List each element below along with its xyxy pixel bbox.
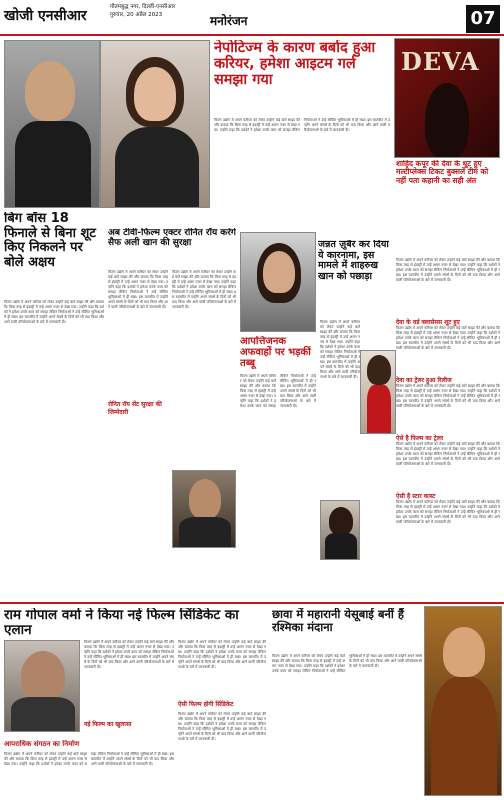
rashmika-headline: छावा में महारानी येसूबाई बनीं हैं रश्मिका मंदाना <box>272 608 404 634</box>
tabu-photo <box>240 232 316 332</box>
rgv-body-4: फिल्म उद्योग में अपने करियर को लेकर उन्होंने कई बातें साझा कीं और बताया कि किस तरह से इंडस्ट्री में उन्हें अलग नजर से देखा गया। उन्होंने कहा कि दर्शकों ने हमेशा उनके काम को सराहा लेकिन निर्माताओं ने उन्हें सीमित भूमिकाओं में ही रखा। इस बातचीत में उन्होंने अपने संघर्ष के दिनों को भी याद किया और आने वाली परियोजनाओं के बारे में जानकारी दी। <box>178 712 266 741</box>
deva-subhead-4: ऐसी है स्टार कास्ट <box>396 493 436 500</box>
bigboss-body: फिल्म उद्योग में अपने करियर को लेकर उन्होंने कई बातें साझा कीं और बताया कि किस तरह से इंडस्ट्री में उन्हें अलग नजर से देखा गया। उन्होंने कहा कि दर्शकों ने हमेशा उनके काम को सराहा लेकिन निर्माताओं ने उन्हें सीमित भूमिकाओं में ही रखा। इस बातचीत में उन्होंने अपने संघर्ष के दिनों को भी याद किया और आने वाली परियोजनाओं के बारे में जानकारी दी। <box>4 300 104 324</box>
actress-photo <box>100 40 210 208</box>
deva-poster-title: DEVA <box>401 47 480 76</box>
ronit-body-2: फिल्म उद्योग में अपने करियर को लेकर उन्होंने कई बातें साझा कीं और बताया कि किस तरह से इंडस्ट्री में उन्हें अलग नजर से देखा गया। उन्होंने कहा कि दर्शकों ने हमेशा उनके काम को सराहा लेकिन निर्माताओं ने उन्हें सीमित भूमिकाओं में ही रखा। इस बातचीत में उन्होंने अपने संघर्ष के दिनों को भी याद किया और आने वाली परियोजनाओं के बारे में जानकारी दी। <box>172 270 236 309</box>
rgv-subhead-2: ऐसी फिल्म होगी सिंडिकेट <box>178 701 234 708</box>
edition-line-2: गुरुवार, 20 अप्रैल 2023 <box>110 12 163 18</box>
deva-subhead-3: ऐसे है फिल्म का ट्रेलर <box>396 435 444 442</box>
deva-headline: शाहिद कपूर की देवा के धूट हुए मल्टीप्लेक्स टिकट बुक्सलें टीम को नहीं पता कहानी का सही अंत <box>396 160 489 185</box>
page-number: 07 <box>466 5 500 33</box>
rgv-subhead-1: नई फिल्म का खुलासा <box>84 721 132 728</box>
rgv-body-2: फिल्म उद्योग में अपने करियर को लेकर उन्होंने कई बातें साझा कीं और बताया कि किस तरह से इंडस्ट्री में उन्हें अलग नजर से देखा गया। उन्होंने कहा कि दर्शकों ने हमेशा उनके काम को सराहा लेकिन निर्माताओं ने उन्हें सीमित भूमिकाओं में ही रखा। इस बातचीत में उन्होंने अपने संघर्ष के दिनों को भी याद किया और आने वाली परियोजनाओं के बारे में जानकारी दी। <box>178 640 266 669</box>
newspaper-logo: खोजी एनसीआर <box>4 8 87 24</box>
deva-paragraph-4: फिल्म उद्योग में अपने करियर को लेकर उन्होंने कई बातें साझा कीं और बताया कि किस तरह से इंडस्ट्री में उन्हें अलग नजर से देखा गया। उन्होंने कहा कि दर्शकों ने हमेशा उनके काम को सराहा लेकिन निर्माताओं ने उन्हें सीमित भूमिकाओं में ही रखा। इस बातचीत में उन्होंने अपने संघर्ष के दिनों को भी याद किया और आने वाली परियोजनाओं के बारे में जानकारी दी। <box>396 442 500 466</box>
deva-subhead-1: देवा के वर्ड क्लासेमस शूट हुए <box>396 319 460 326</box>
ronit-subhead: रोनित रॉय सेंट सुरक्षा की जिम्मेदारी <box>108 401 162 416</box>
bigboss-headline: बिग बॉस 18 फिनाले से बिना शूट किए निकलने पर बोले अक्षय <box>4 212 96 270</box>
rashmika-body: फिल्म उद्योग में अपने करियर को लेकर उन्होंने कई बातें साझा कीं और बताया कि किस तरह से इंडस्ट्री में उन्हें अलग नजर से देखा गया। उन्होंने कहा कि दर्शकों ने हमेशा उनके काम को सराहा लेकिन निर्माताओं ने उन्हें सीमित भूमिकाओं में ही रखा। इस बातचीत में उन्होंने अपने संघर्ष के दिनों को भी याद किया और आने वाली परियोजनाओं के बारे में जानकारी दी। <box>272 654 422 673</box>
shahrukh-photo <box>320 500 360 560</box>
akshay-photo <box>4 40 100 208</box>
rgv-body-3: फिल्म उद्योग में अपने करियर को लेकर उन्होंने कई बातें साझा कीं और बताया कि किस तरह से इंडस्ट्री में उन्हें अलग नजर से देखा गया। उन्होंने कहा कि दर्शकों ने हमेशा उनके काम को सराहा लेकिन निर्माताओं ने उन्हें सीमित भूमिकाओं में ही रखा। इस बातचीत में उन्होंने अपने संघर्ष के दिनों को भी याद किया और आने वाली परियोजनाओं के बारे में जानकारी दी। <box>4 752 174 766</box>
jannat-photo <box>360 350 396 434</box>
jannat-body: फिल्म उद्योग में अपने करियर को लेकर उन्होंने कई बातें साझा कीं और बताया कि किस तरह से इंडस्ट्री में उन्हें अलग नजर से देखा गया। उन्होंने कहा कि दर्शकों ने हमेशा उनके काम को सराहा लेकिन निर्माताओं ने उन्हें सीमित भूमिकाओं में ही रखा। इस बातचीत में उन्होंने अपने संघर्ष के दिनों को भी याद किया और आने वाली परियोजनाओं के बारे में जानकारी दी। <box>320 320 360 379</box>
deva-paragraph-5: फिल्म उद्योग में अपने करियर को लेकर उन्होंने कई बातें साझा कीं और बताया कि किस तरह से इंडस्ट्री में उन्हें अलग नजर से देखा गया। उन्होंने कहा कि दर्शकों ने हमेशा उनके काम को सराहा लेकिन निर्माताओं ने उन्हें सीमित भूमिकाओं में ही रखा। इस बातचीत में उन्होंने अपने संघर्ष के दिनों को भी याद किया और आने वाली परियोजनाओं के बारे में जानकारी दी। <box>396 500 500 524</box>
ronit-headline: अब टीवी-फिल्म एक्टर रोनित रॉय करेंगे सैफ अली खान की सुरक्षा <box>108 228 236 249</box>
tabu-headline: आपत्तिजनक अफवाहों पर भड़कीं तब्बू <box>240 336 311 370</box>
rgv-photo <box>4 640 80 732</box>
edition-line-1: गौतमबुद्ध नगर, दिल्ली-एनसीआर <box>110 4 176 10</box>
deva-paragraph-2: फिल्म उद्योग में अपने करियर को लेकर उन्होंने कई बातें साझा कीं और बताया कि किस तरह से इंडस्ट्री में उन्हें अलग नजर से देखा गया। उन्होंने कहा कि दर्शकों ने हमेशा उनके काम को सराहा लेकिन निर्माताओं ने उन्हें सीमित भूमिकाओं में ही रखा। इस बातचीत में उन्होंने अपने संघर्ष के दिनों को भी याद किया और आने वाली परियोजनाओं के बारे में जानकारी दी। <box>396 326 500 350</box>
ronit-body-1: फिल्म उद्योग में अपने करियर को लेकर उन्होंने कई बातें साझा कीं और बताया कि किस तरह से इंडस्ट्री में उन्हें अलग नजर से देखा गया। उन्होंने कहा कि दर्शकों ने हमेशा उनके काम को सराहा लेकिन निर्माताओं ने उन्हें सीमित भूमिकाओं में ही रखा। इस बातचीत में उन्होंने अपने संघर्ष के दिनों को भी याद किया और आने वाली परियोजनाओं के बारे में जानकारी दी। <box>108 270 168 309</box>
section-divider <box>0 602 504 604</box>
deva-body <box>396 258 500 598</box>
rgv-body-1: फिल्म उद्योग में अपने करियर को लेकर उन्होंने कई बातें साझा कीं और बताया कि किस तरह से इंडस्ट्री में उन्हें अलग नजर से देखा गया। उन्होंने कहा कि दर्शकों ने हमेशा उनके काम को सराहा लेकिन निर्माताओं ने उन्हें सीमित भूमिकाओं में ही रखा। इस बातचीत में उन्होंने अपने संघर्ष के दिनों को भी याद किया और आने वाली परियोजनाओं के बारे में जानकारी दी। <box>84 640 174 669</box>
rgv-headline: राम गोपाल वर्मा ने किया नई फिल्म सिंडिकेट का एलान <box>4 608 239 639</box>
lead-headline: नेपोटिज्म के कारण बर्बाद हुआ करियर, हमेशा आइटम गर्ल समझा गया <box>214 40 376 89</box>
section-title: मनोरंजन <box>210 14 248 28</box>
jannat-headline: जन्नत ज़ुबैर कर दिया ये कारनामा, इस मामले में शाहरुख खान को पछाड़ा <box>318 240 389 282</box>
deva-subhead-2: देवा का ट्रेलर हुआ रिलीज <box>396 377 452 384</box>
deva-poster <box>394 38 500 158</box>
masthead <box>0 0 504 36</box>
tabu-body: फिल्म उद्योग में अपने करियर को लेकर उन्होंने कई बातें साझा कीं और बताया कि किस तरह से इंडस्ट्री में उन्हें अलग नजर से देखा गया। उन्होंने कहा कि दर्शकों ने हमेशा उनके काम को सराहा लेकिन निर्माताओं ने उन्हें सीमित भूमिकाओं में ही रखा। इस बातचीत में उन्होंने अपने संघर्ष के दिनों को भी याद किया और आने वाली परियोजनाओं के बारे में जानकारी दी। <box>240 374 316 408</box>
lead-body: फिल्म उद्योग में अपने करियर को लेकर उन्होंने कई बातें साझा कीं और बताया कि किस तरह से इंडस्ट्री में उन्हें अलग नजर से देखा गया। उन्होंने कहा कि दर्शकों ने हमेशा उनके काम को सराहा लेकिन निर्माताओं ने उन्हें सीमित भूमिकाओं में ही रखा। इस बातचीत में उन्होंने अपने संघर्ष के दिनों को भी याद किया और आने वाली परियोजनाओं के बारे में जानकारी दी। <box>214 118 390 132</box>
ronit-photo <box>172 470 236 548</box>
rgv-subhead-3: आपराधिक संगठन का निर्माण <box>4 740 80 748</box>
deva-paragraph-1: फिल्म उद्योग में अपने करियर को लेकर उन्होंने कई बातें साझा कीं और बताया कि किस तरह से इंडस्ट्री में उन्हें अलग नजर से देखा गया। उन्होंने कहा कि दर्शकों ने हमेशा उनके काम को सराहा लेकिन निर्माताओं ने उन्हें सीमित भूमिकाओं में ही रखा। इस बातचीत में उन्होंने अपने संघर्ष के दिनों को भी याद किया और आने वाली परियोजनाओं के बारे में जानकारी दी। <box>396 258 500 282</box>
rashmika-photo <box>424 606 502 796</box>
deva-paragraph-3: फिल्म उद्योग में अपने करियर को लेकर उन्होंने कई बातें साझा कीं और बताया कि किस तरह से इंडस्ट्री में उन्हें अलग नजर से देखा गया। उन्होंने कहा कि दर्शकों ने हमेशा उनके काम को सराहा लेकिन निर्माताओं ने उन्हें सीमित भूमिकाओं में ही रखा। इस बातचीत में उन्होंने अपने संघर्ष के दिनों को भी याद किया और आने वाली परियोजनाओं के बारे में जानकारी दी। <box>396 384 500 408</box>
